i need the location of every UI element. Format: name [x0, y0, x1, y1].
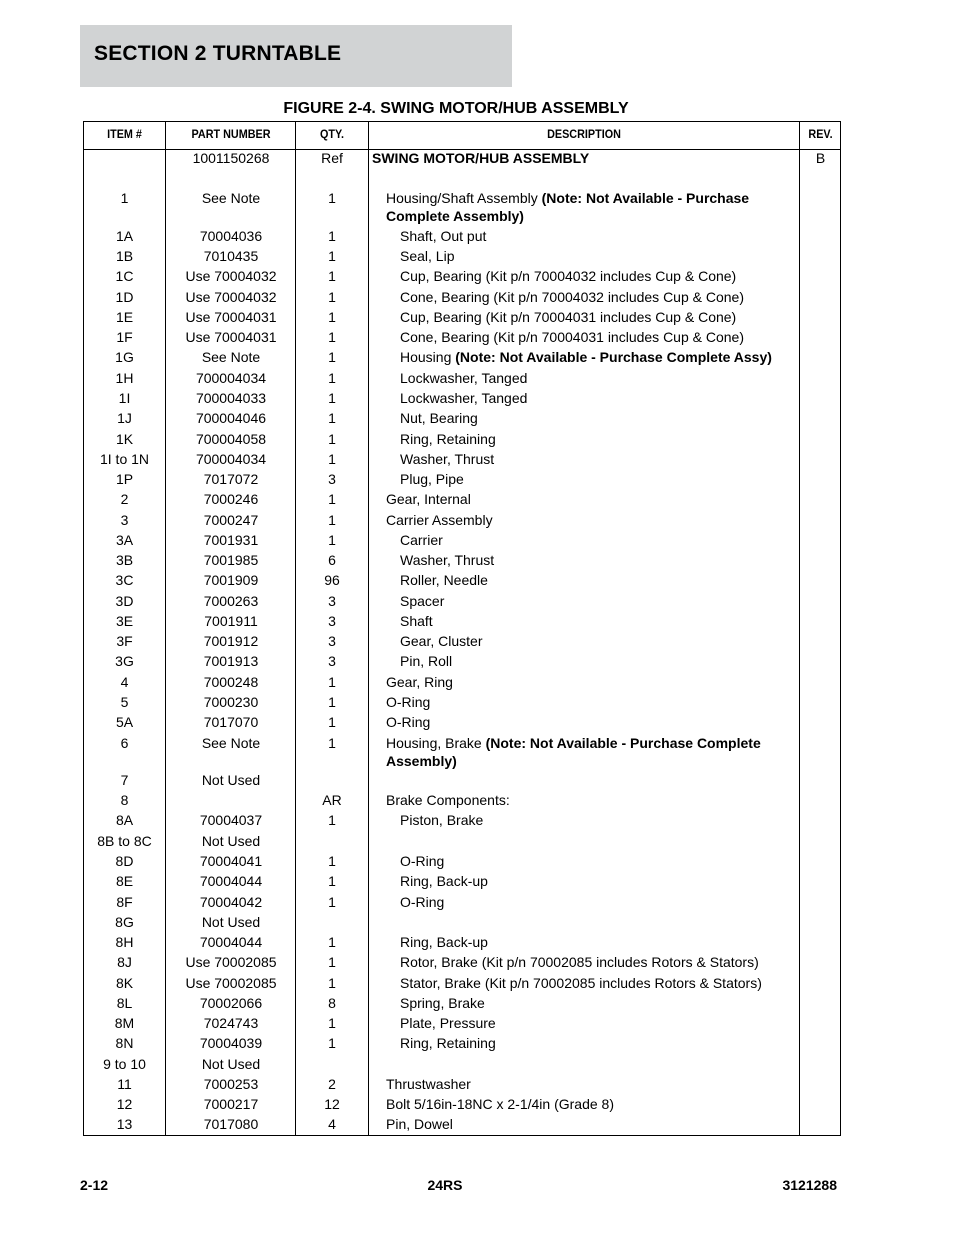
description-cell: [372, 512, 801, 530]
description-text: Cone, Bearing (Kit p/n 70004032 includes Cup & Cone): [400, 289, 744, 305]
description-cell: [372, 873, 815, 891]
item-number-cell: 3G: [115, 653, 134, 669]
part-number-cell: 700004033: [195, 390, 267, 406]
item-number-cell: 1B: [115, 248, 134, 264]
description-text: Ring, Retaining: [400, 431, 496, 447]
item-number-cell: 3C: [115, 572, 134, 588]
quantity-cell: 3: [328, 653, 336, 669]
availability-note: (Note: Not Available - Purchase Complete Assembly): [386, 735, 761, 769]
part-number-cell: See Note: [201, 190, 261, 206]
quantity-cell: 1: [328, 674, 336, 690]
description-cell: [372, 572, 815, 590]
description-cell: [372, 268, 815, 286]
description-text: Carrier: [400, 532, 443, 548]
item-number-cell: 2: [120, 491, 129, 507]
description-cell: [372, 370, 815, 388]
quantity-cell: 1: [328, 853, 336, 869]
item-number-cell: 1K: [115, 431, 134, 447]
description-text: Ring, Back-up: [400, 873, 488, 889]
item-number-cell: 1: [120, 190, 129, 206]
description-cell: [372, 289, 815, 307]
quantity-cell: 3: [328, 471, 336, 487]
quantity-cell: 1: [328, 873, 336, 889]
item-number-cell: 8N: [115, 1035, 134, 1051]
part-number-cell: 7000248: [203, 674, 259, 690]
part-number-cell: Use 70002085: [185, 975, 277, 991]
part-number-cell: Use 70004032: [185, 289, 277, 305]
description-text: Spring, Brake: [400, 995, 485, 1011]
description-cell: [372, 954, 815, 972]
part-number-cell: 7000253: [203, 1076, 259, 1092]
description-cell: [372, 995, 815, 1013]
description-cell: [372, 390, 815, 408]
description-cell: [372, 1116, 801, 1134]
description-text: Cup, Bearing (Kit p/n 70004031 includes Cup & Cone): [400, 309, 737, 325]
part-number-cell: 70004039: [199, 1035, 263, 1051]
description-text: Bolt 5/16in-18NC x 2-1/4in (Grade 8): [386, 1096, 614, 1112]
description-text: Thrustwasher: [386, 1076, 471, 1092]
part-number-cell: 70004036: [199, 228, 263, 244]
description-text: Roller, Needle: [400, 572, 488, 588]
description-cell: [372, 471, 815, 489]
quantity-cell: 1: [328, 309, 336, 325]
description-text: Pin, Dowel: [386, 1116, 453, 1132]
part-number-cell: 7001912: [203, 633, 259, 649]
description-text: Gear, Cluster: [400, 633, 483, 649]
quantity-cell: 1: [328, 1035, 336, 1051]
description-text: O-Ring: [386, 714, 431, 730]
part-number-cell: 7024743: [203, 1015, 259, 1031]
part-number-cell: 70004042: [199, 894, 263, 910]
item-number-cell: 1H: [115, 370, 134, 386]
description-cell: [372, 349, 815, 367]
section-header: [80, 25, 512, 87]
item-number-cell: 1G: [115, 349, 134, 365]
part-number-cell: 700004046: [195, 410, 267, 426]
item-number-cell: 8J: [117, 954, 132, 970]
item-number-cell: 3D: [115, 593, 134, 609]
description-text: Lockwasher, Tanged: [400, 390, 528, 406]
quantity-cell: 1: [328, 954, 336, 970]
item-number-cell: 9 to 10: [103, 1056, 146, 1072]
column-header-part-number: PART NUMBER: [191, 127, 271, 141]
quantity-cell: 1: [328, 694, 336, 710]
description-cell: [372, 894, 815, 912]
part-number-cell: 70004044: [199, 934, 263, 950]
part-number-cell: 7001909: [203, 572, 259, 588]
quantity-cell: 1: [328, 390, 336, 406]
footer-page-number: 2-12: [80, 1177, 109, 1193]
item-number-cell: 8D: [115, 853, 134, 869]
quantity-cell: 1: [328, 289, 336, 305]
description-text: Shaft: [400, 613, 433, 629]
item-number-cell: 8F: [116, 894, 133, 910]
part-number-cell: Use 70004031: [185, 329, 277, 345]
description-cell: [372, 853, 815, 871]
description-text: Washer, Thrust: [400, 451, 495, 467]
part-number-cell: 70004037: [199, 812, 263, 828]
description-text: Ring, Back-up: [400, 934, 488, 950]
part-number-cell: 700004058: [195, 431, 267, 447]
footer-doc-number: 3121288: [782, 1177, 837, 1193]
description-text: Carrier Assembly: [386, 512, 493, 528]
description-text: Gear, Internal: [386, 491, 471, 507]
item-number-cell: 8G: [115, 914, 134, 930]
item-number-cell: 8A: [115, 812, 134, 828]
part-number-cell: 7000247: [203, 512, 259, 528]
quantity-cell: 2: [328, 1076, 336, 1092]
item-number-cell: 3A: [115, 532, 134, 548]
quantity-cell: 1: [328, 190, 336, 206]
item-number-cell: 8M: [114, 1015, 135, 1031]
quantity-cell: 1: [328, 512, 336, 528]
description-cell: [372, 613, 815, 631]
item-number-cell: 1E: [115, 309, 134, 325]
description-cell: [372, 674, 801, 692]
footer-model: 24RS: [427, 1177, 463, 1193]
description-text: Shaft, Out put: [400, 228, 487, 244]
part-number-cell: 7000217: [203, 1096, 259, 1112]
description-cell: [372, 451, 815, 469]
description-text: Seal, Lip: [400, 248, 455, 264]
quantity-cell: 1: [328, 812, 336, 828]
description-text: Brake Components:: [386, 792, 510, 808]
quantity-cell: 1: [328, 370, 336, 386]
item-number-cell: 8E: [115, 873, 134, 889]
description-text: Cone, Bearing (Kit p/n 70004031 includes Cup & Cone): [400, 329, 744, 345]
item-number-cell: 8K: [115, 975, 134, 991]
description-cell: [372, 694, 801, 712]
description-text: Spacer: [400, 593, 445, 609]
quantity-cell: 4: [328, 1116, 336, 1132]
quantity-cell: 1: [328, 410, 336, 426]
description-text: Cup, Bearing (Kit p/n 70004032 includes Cup & Cone): [400, 268, 737, 284]
item-number-cell: 7: [120, 772, 129, 788]
quantity-cell: 1: [328, 714, 336, 730]
part-number-cell: 7000263: [203, 593, 259, 609]
description-cell: [372, 190, 801, 225]
description-text: Stator, Brake (Kit p/n 70002085 includes Rotors & Stators): [400, 975, 762, 991]
item-number-cell: 3E: [115, 613, 134, 629]
item-number-cell: 1A: [115, 228, 134, 244]
description-cell: [372, 431, 815, 449]
description-text: Housing, Brake: [386, 735, 486, 751]
item-number-cell: 8L: [116, 995, 133, 1011]
parts-table: [83, 121, 841, 1136]
quantity-cell: 1: [328, 349, 336, 365]
part-number-cell: 1001150268: [192, 150, 270, 166]
availability-note: (Note: Not Available - Purchase Complete Assy): [455, 349, 772, 365]
description-text: Housing: [400, 349, 456, 365]
description-text: Plate, Pressure: [400, 1015, 496, 1031]
part-number-cell: Not Used: [201, 833, 261, 849]
item-number-cell: 5: [120, 694, 129, 710]
item-number-cell: 8H: [115, 934, 134, 950]
part-number-cell: 70002066: [199, 995, 263, 1011]
description-cell: [372, 1076, 801, 1094]
item-number-cell: 6: [120, 735, 129, 751]
quantity-cell: 1: [328, 532, 336, 548]
part-number-cell: 7000230: [203, 694, 259, 710]
quantity-cell: 1: [328, 431, 336, 447]
description-text: Pin, Roll: [400, 653, 453, 669]
description-cell: [372, 329, 815, 347]
quantity-cell: 3: [328, 633, 336, 649]
description-text: Lockwasher, Tanged: [400, 370, 528, 386]
item-number-cell: 1D: [115, 289, 134, 305]
item-number-cell: 11: [117, 1076, 132, 1092]
part-number-cell: 7001913: [203, 653, 259, 669]
part-number-cell: 7001911: [204, 613, 258, 629]
quantity-cell: 1: [328, 934, 336, 950]
part-number-cell: 70004044: [199, 873, 263, 889]
description-cell: [372, 491, 801, 509]
description-cell: [372, 593, 815, 611]
description-cell: [372, 1015, 815, 1033]
quantity-cell: 8: [328, 995, 336, 1011]
part-number-cell: See Note: [201, 735, 261, 751]
part-number-cell: 7001985: [203, 552, 259, 568]
item-number-cell: 3B: [115, 552, 134, 568]
description-text: Plug, Pipe: [400, 471, 464, 487]
quantity-cell: 1: [328, 491, 336, 507]
part-number-cell: Use 70004031: [185, 309, 277, 325]
section-title: SECTION 2 TURNTABLE: [94, 42, 342, 65]
description-cell: [372, 975, 815, 993]
quantity-cell: 6: [328, 552, 336, 568]
part-number-cell: Not Used: [201, 772, 261, 788]
part-number-cell: 7017070: [203, 714, 259, 730]
description-text: Nut, Bearing: [400, 410, 478, 426]
column-header-qty: QTY.: [319, 127, 344, 141]
description-cell: [372, 735, 801, 770]
part-number-cell: Use 70002085: [185, 954, 277, 970]
item-number-cell: 1I to 1N: [99, 451, 150, 467]
item-number-cell: 3F: [116, 633, 133, 649]
description-text: Washer, Thrust: [400, 552, 495, 568]
part-number-cell: 7017080: [203, 1116, 259, 1132]
part-number-cell: 7000246: [203, 491, 259, 507]
description-cell: [372, 633, 815, 651]
availability-note: (Note: Not Available - Purchase Complete Assembly): [386, 190, 750, 224]
description-cell: [372, 248, 815, 266]
quantity-cell: 3: [328, 593, 336, 609]
quantity-cell: 12: [324, 1096, 340, 1112]
quantity-cell: 1: [328, 329, 336, 345]
part-number-cell: 7017072: [203, 471, 259, 487]
part-number-cell: Not Used: [201, 1056, 261, 1072]
quantity-cell: 3: [328, 613, 336, 629]
description-cell: [372, 532, 815, 550]
description-cell: [372, 150, 787, 168]
description-cell: [372, 1035, 815, 1053]
figure-title: FIGURE 2-4. SWING MOTOR/HUB ASSEMBLY: [283, 100, 629, 117]
description-text: O-Ring: [386, 694, 431, 710]
item-number-cell: 1C: [115, 268, 134, 284]
column-divider: [368, 122, 369, 1135]
description-cell: [372, 792, 801, 810]
item-number-cell: 1I: [118, 390, 131, 406]
item-number-cell: 1P: [115, 471, 134, 487]
description-cell: [372, 812, 815, 830]
quantity-cell: 1: [328, 1015, 336, 1031]
description-cell: [372, 653, 815, 671]
part-number-cell: 70004041: [199, 853, 263, 869]
description-text: O-Ring: [400, 853, 445, 869]
column-header-item: ITEM #: [107, 127, 142, 141]
part-number-cell: 7010435: [203, 248, 259, 264]
description-text: Gear, Ring: [386, 674, 453, 690]
description-cell: [372, 228, 815, 246]
column-header-description: DESCRIPTION: [547, 127, 621, 141]
quantity-cell: 1: [328, 894, 336, 910]
description-cell: [372, 1096, 801, 1114]
description-cell: [372, 934, 815, 952]
description-text: Housing/Shaft Assembly: [386, 190, 542, 206]
quantity-cell: 1: [328, 228, 336, 244]
column-header-rev: REV.: [808, 127, 833, 141]
quantity-cell: 1: [328, 735, 336, 751]
description-cell: [372, 410, 815, 428]
quantity-cell: 96: [324, 572, 340, 588]
quantity-cell: 1: [328, 975, 336, 991]
item-number-cell: 4: [120, 674, 129, 690]
description-text: Piston, Brake: [400, 812, 484, 828]
item-number-cell: 5A: [115, 714, 134, 730]
description-text: Ring, Retaining: [400, 1035, 496, 1051]
part-number-cell: Use 70004032: [185, 268, 277, 284]
part-number-cell: See Note: [201, 349, 261, 365]
description-cell: [372, 309, 815, 327]
item-number-cell: 3: [120, 512, 129, 528]
item-number-cell: 1J: [117, 410, 132, 426]
description-text: O-Ring: [400, 894, 445, 910]
description-cell: [372, 714, 801, 732]
item-number-cell: 13: [116, 1116, 133, 1132]
part-number-cell: 700004034: [195, 370, 267, 386]
part-number-cell: 7001931: [203, 532, 259, 548]
revision-cell: B: [815, 150, 826, 166]
quantity-cell: 1: [328, 248, 336, 264]
item-number-cell: 12: [116, 1096, 133, 1112]
description-cell: [372, 552, 815, 570]
part-number-cell: Not Used: [201, 914, 261, 930]
quantity-cell: 1: [328, 451, 336, 467]
quantity-cell: Ref: [321, 150, 343, 166]
description-text: SWING MOTOR/HUB ASSEMBLY: [372, 150, 590, 166]
quantity-cell: AR: [322, 792, 342, 808]
description-text: Rotor, Brake (Kit p/n 70002085 includes Rotors & Stators): [400, 954, 759, 970]
quantity-cell: 1: [328, 268, 336, 284]
item-number-cell: 8: [120, 792, 129, 808]
item-number-cell: 8B to 8C: [97, 833, 152, 849]
item-number-cell: 1F: [116, 329, 133, 345]
part-number-cell: 700004034: [195, 451, 267, 467]
